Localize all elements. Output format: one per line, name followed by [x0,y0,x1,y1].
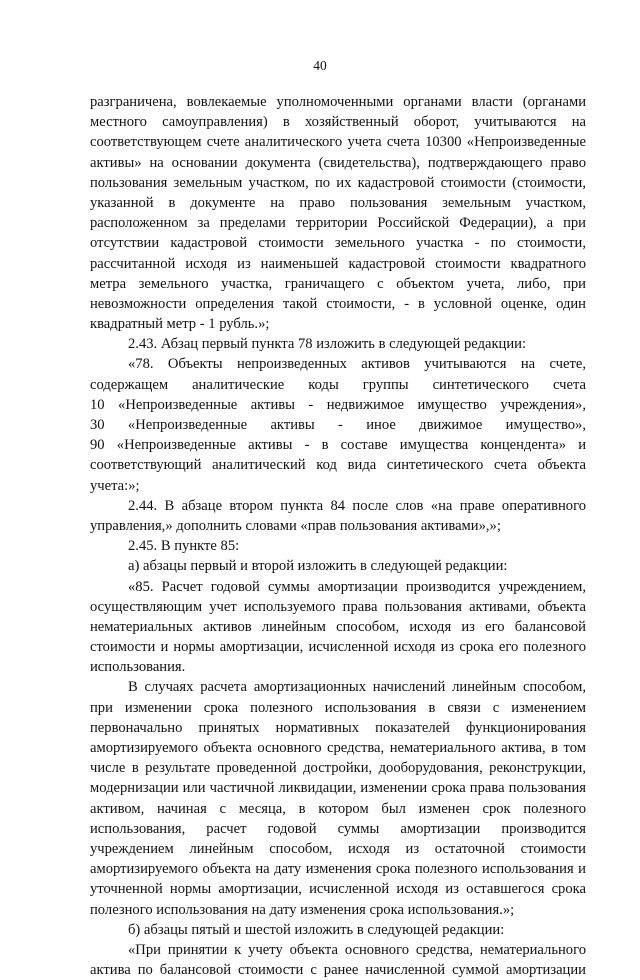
text-line: уточненной нормы амортизации, исчисленной исходя из оставшегося срока [90,881,586,898]
text-line: содержащем аналитические коды группы синтетического счета [90,376,586,393]
text-line: учреждением линейным способом, исходя из остаточной стоимости [90,840,586,857]
text-line: амортизируемого объекта на дату изменения срока полезного использования и [90,861,586,878]
text-line: пользования земельным участком, по их кадастровой стоимости (стоимости, [90,174,586,191]
text-line: указанной в документе на право пользования земельным участком, [90,194,586,211]
text-line: В случаях расчета амортизационных начислений линейным способом, [128,679,586,696]
text-line: модернизации или частичной ликвидации, изменении срока права пользования [90,780,586,797]
text-line: 90 «Непроизведенные активы - в составе имущества концендента» и [90,437,586,454]
text-line: квадратный метр - 1 рубль.»; [90,316,270,333]
text-line: учета:»; [90,477,140,494]
text-line: 2.45. В пункте 85: [128,538,240,555]
text-line: полезного использования на дату изменения срока использования.»; [90,901,515,918]
text-line: б) абзацы пятый и шестой изложить в следующей редакции: [128,921,505,938]
text-line: расположенном за пределами территории Российской Федерации), а при [90,215,586,232]
text-line: «85. Расчет годовой суммы амортизации производится учреждением, [128,578,586,595]
text-line: невозможности определения такой стоимости, - в условной оценке, один [90,295,586,312]
text-line: осуществляющим учет используемого права пользования активами, объекта [90,598,586,615]
document-body [90,92,586,980]
text-line: рассчитанной исходя из наименьшей кадастровой стоимости квадратного [90,255,586,272]
text-line: «При принятии к учету объекта основного средства, нематериального [128,941,586,958]
text-line: 2.43. Абзац первый пункта 78 изложить в следующей редакции: [128,336,527,353]
text-line: соответствующий аналитический код вида синтетического счета объекта [90,457,586,474]
text-line: нематериальных активов линейным способом, исходя из его балансовой [90,618,586,635]
text-line: активом, начиная с месяца, в котором был изменен срок полезного [90,800,586,817]
text-line: а) абзацы первый и второй изложить в следующей редакции: [128,558,508,575]
text-line: соответствующем счете аналитического учета счета 10300 «Непроизведенные [90,134,586,151]
text-line: 30 «Непроизведенные активы - иное движимое имущество», [90,417,586,433]
page-number: 40 [313,58,327,73]
text-line: числе в результате проведенной достройки, дооборудования, реконструкции, [90,760,586,777]
text-line: 2.44. В абзаце втором пункта 84 после слов «на праве оперативного [128,497,586,514]
text-line: первоначально принятых нормативных показателей функционирования [90,719,586,736]
text-line: использования. [90,659,186,676]
text-line: использования, расчет годовой суммы амортизации производится [90,820,586,837]
text-line: актива по балансовой стоимости с ранее начисленной суммой амортизации [90,962,586,979]
text-line: 10 «Непроизведенные активы - недвижимое имущество учреждения», [90,396,586,413]
text-line: местного самоуправления) в хозяйственный оборот, учитываются на [90,114,586,131]
text-line: активы» на основании документа (свидетельства), подтверждающего право [90,154,586,171]
text-line: при изменении срока полезного использования в связи с изменением [90,699,586,716]
text-line: стоимости и нормы амортизации, исчисленной исходя из срока его полезного [90,639,586,656]
text-line: амортизируемого объекта основного средства, нематериального актива, в том [90,740,586,756]
text-line: разграничена, вовлекаемые уполномоченными органами власти (органами [90,94,586,110]
text-line: отсутствии кадастровой стоимости земельного участка - по стоимости, [90,235,586,252]
text-line: управления,» дополнить словами «прав пользования активами»,»; [90,517,501,534]
text-line: метра земельного участка, граничащего с объектом учета, либо, при [90,275,586,292]
text-line: «78. Объекты непроизведенных активов учитываются на счете, [128,356,586,373]
